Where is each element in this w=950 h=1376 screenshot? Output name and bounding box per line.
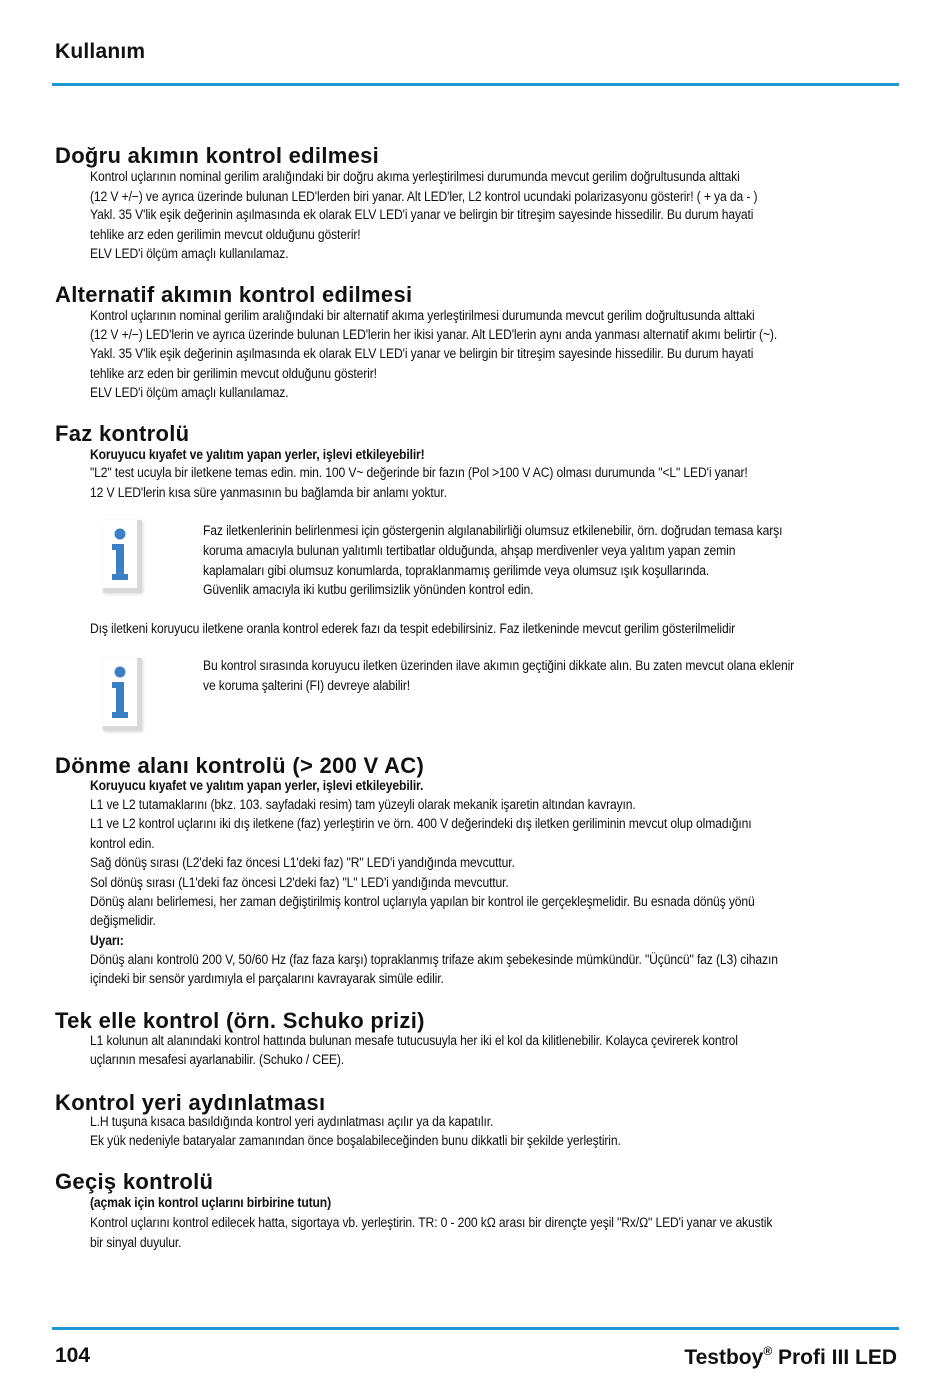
rotation-line: kontrol edin. bbox=[90, 836, 155, 851]
ac-line: tehlike arz eden bir gerilimin mevcut olduğunu gösterir! bbox=[90, 366, 377, 381]
rotation-line: değişmelidir. bbox=[90, 913, 156, 928]
dc-line: tehlike arz eden gerilimin mevcut olduğunu gösterir! bbox=[90, 227, 361, 242]
info-icon bbox=[103, 658, 142, 731]
ac-line: Yakl. 35 V'lik eşik değerinin aşılmasında ek olarak ELV LED'i yanar ve belirgin bir titreşim sayesinde hissedilir. Bu durum hayati bbox=[90, 346, 754, 361]
dc-line: Yakl. 35 V'lik eşik değerinin aşılmasında ek olarak ELV LED'i yanar ve belirgin bir titreşim sayesinde hissedilir. Bu durum hayati bbox=[90, 207, 754, 222]
rotation-line: L1 ve L2 kontrol uçlarını iki dış iletkene (faz) yerleştirin ve örn. 400 V değerindeki dış iletken geriliminin mevcut olup olmadığını bbox=[90, 816, 752, 831]
page-number: 104 bbox=[55, 1344, 91, 1367]
page-header-title: Kullanım bbox=[55, 40, 146, 63]
continuity-line: Kontrol uçlarını kontrol edilecek hatta, sigortaya vb. yerleştirin. TR: 0 - 200 kΩ arası bir dirençte yeşil "Rx/Ω" LED'i yanar ve akustik bbox=[90, 1215, 773, 1230]
rotation-line: Sol dönüş sırası (L1'deki faz öncesi L2'deki faz) "L" LED'i yandığında mevcuttur. bbox=[90, 875, 509, 890]
continuity-subtitle: (açmak için kontrol uçlarını birbirine tutun) bbox=[90, 1195, 332, 1210]
single-hand-line: uçlarının mesafesi ayarlanabilir. (Schuko / CEE). bbox=[90, 1052, 345, 1067]
footer-product-name bbox=[684, 1344, 897, 1370]
registered-mark: ® bbox=[763, 1344, 773, 1358]
lighting-line: Ek yük nedeniyle bataryalar zamanından önce boşalabileceğinden bunu dikkatli bir şekilde yerleştirin. bbox=[90, 1133, 621, 1148]
rotation-caution-line: içindeki bir sensör yardımıyla el parçalarını kavrayarak simüle edilir. bbox=[90, 971, 444, 986]
ac-line: Kontrol uçlarının nominal gerilim aralığındaki bir alternatif akıma yerleştirilmesi durumunda mevcut gerilim doğrultusunda alttaki bbox=[90, 308, 755, 323]
section-title-phase: Faz kontrolü bbox=[55, 421, 190, 446]
phase-note2-line: ve koruma şalterini (FI) devreye alabilir! bbox=[203, 678, 411, 693]
continuity-line: bir sinyal duyulur. bbox=[90, 1235, 182, 1250]
phase-note1-line: kaplamaları gibi olumsuz konumlarda, topraklanmamış gerilimde veya olumsuz ışık koşullarında. bbox=[203, 563, 710, 578]
section-title-ac: Alternatif akımın kontrol edilmesi bbox=[55, 282, 413, 307]
info-icon bbox=[103, 520, 142, 593]
dc-line: (12 V +/−) ve ayrıca üzerinde bulunan LED'lerden biri yanar. Alt LED'ler, L2 kontrol ucundaki polarizasyonu gösterir! ( + ya da - ) bbox=[90, 189, 758, 204]
rotation-line: Sağ dönüş sırası (L2'deki faz öncesi L1'deki faz) "R" LED'i yandığında mevcuttur. bbox=[90, 855, 515, 870]
footer-model-name: Profi III LED bbox=[772, 1346, 897, 1369]
info-glyph-icon bbox=[109, 665, 131, 721]
section-title-lighting: Kontrol yeri aydınlatması bbox=[55, 1090, 326, 1115]
dc-line: Kontrol uçlarının nominal gerilim aralığındaki bir doğru akıma yerleştirilmesi durumunda mevcut gerilim doğrultusunda alttaki bbox=[90, 169, 740, 184]
phase-note2-line: Bu kontrol sırasında koruyucu iletken üzerinden ilave akımın geçtiğini dikkate alın. Bu zaten mevcut olana eklenir bbox=[203, 658, 795, 673]
rotation-warning: Koruyucu kıyafet ve yalıtım yapan yerler, işlevi etkileyebilir. bbox=[90, 778, 424, 793]
rotation-line: Dönüş alanı belirlemesi, her zaman değiştirilmiş kontrol uçlarıyla yapılan bir kontrol ile gerçekleşmelidir. Bu esnada dönüş yönü bbox=[90, 894, 755, 909]
footer-rule bbox=[52, 1327, 899, 1330]
phase-note1-line: Güvenlik amacıyla iki kutbu gerilimsizlik yönünden kontrol edin. bbox=[203, 582, 534, 597]
lighting-line: L.H tuşuna kısaca basıldığında kontrol yeri aydınlatması açılır ya da kapatılır. bbox=[90, 1114, 494, 1129]
section-title-dc: Doğru akımın kontrol edilmesi bbox=[55, 143, 380, 168]
ac-line: (12 V +/−) LED'lerin ve ayrıca üzerinde bulunan LED'lerin her ikisi yanar. Alt LED'lerin aynı anda yanması alternatif akımı belirtir (~). bbox=[90, 327, 778, 342]
section-title-single-hand: Tek elle kontrol (örn. Schuko prizi) bbox=[55, 1008, 425, 1033]
rotation-caution-label: Uyarı: bbox=[90, 933, 124, 948]
phase-note1-line: koruma amacıyla bulunan yalıtımlı tertibatlar olduğunda, ahşap merdivenler veya yalıtım yapan zemin bbox=[203, 543, 736, 558]
phase-note1-line: Faz iletkenlerinin belirlenmesi için göstergenin algılanabilirliği olumsuz etkilenebilir, örn. doğrudan temasa karşı bbox=[203, 523, 783, 538]
rotation-caution-line: Dönüş alanı kontrolü 200 V, 50/60 Hz (faz faza karşı) topraklanmış trifaze akım şebekesinde mümkündür. "Üçüncü" faz (L3) cihazın bbox=[90, 952, 778, 967]
phase-line: 12 V LED'lerin kısa süre yanmasının bu bağlamda bir anlamı yoktur. bbox=[90, 485, 447, 500]
dc-line: ELV LED'i ölçüm amaçlı kullanılamaz. bbox=[90, 246, 289, 261]
section-title-continuity: Geçiş kontrolü bbox=[55, 1169, 214, 1194]
phase-warning: Koruyucu kıyafet ve yalıtım yapan yerler, işlevi etkileyebilir! bbox=[90, 447, 425, 462]
ac-line: ELV LED'i ölçüm amaçlı kullanılamaz. bbox=[90, 385, 289, 400]
rotation-line: L1 ve L2 tutamaklarını (bkz. 103. sayfadaki resim) tam yüzeyli olarak mekanik işaretin altından kavrayın. bbox=[90, 797, 636, 812]
phase-middle-line: Dış iletkeni koruyucu iletkene oranla kontrol ederek fazı da tespit edebilirsiniz. Faz iletkeninde mevcut gerilim gösterilmelidir bbox=[90, 621, 736, 636]
footer-brand-name: Testboy bbox=[684, 1346, 764, 1369]
single-hand-line: L1 kolunun alt alanındaki kontrol hattında bulunan mesafe tutucusuyla her iki el kol da kilitlenebilir. Kolayca çevirerek kontrol bbox=[90, 1033, 738, 1048]
phase-line: "L2" test ucuyla bir iletkene temas edin. min. 100 V~ değerinde bir fazın (Pol >100 V AC) olması durumunda "<L" LED'i yanar! bbox=[90, 465, 748, 480]
header-rule bbox=[52, 83, 899, 86]
info-glyph-icon bbox=[109, 527, 131, 583]
section-title-rotation: Dönme alanı kontrolü (> 200 V AC) bbox=[55, 753, 425, 778]
